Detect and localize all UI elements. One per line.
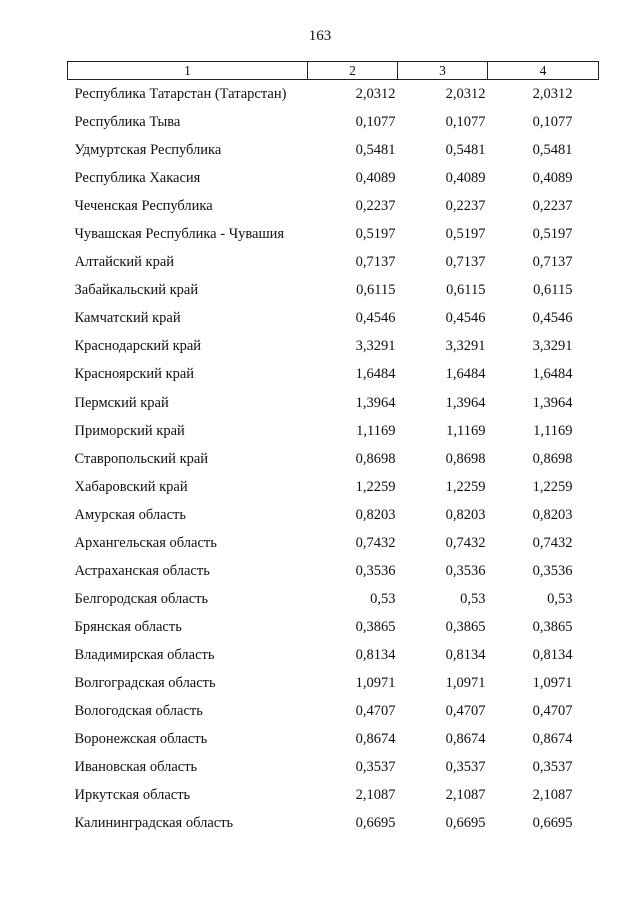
table-row xyxy=(68,641,599,669)
region-name-cell: Республика Тыва xyxy=(74,114,181,131)
table-row xyxy=(68,136,599,164)
value-col-4-cell: 1,0971 xyxy=(532,675,573,691)
region-name-cell: Астраханская область xyxy=(74,562,210,579)
region-name-cell: Удмуртская Республика xyxy=(74,142,222,159)
value-col-3-cell: 0,8203 xyxy=(445,506,486,523)
value-col-4-cell: 0,3536 xyxy=(532,562,573,579)
value-col-3-cell: 0,7137 xyxy=(445,254,486,271)
value-col-2-cell: 0,7432 xyxy=(355,534,396,551)
region-name-cell: Амурская область xyxy=(74,506,186,523)
region-name-cell: Калининградская область xyxy=(74,815,234,832)
table-row xyxy=(68,809,599,837)
table-row xyxy=(68,192,599,220)
table-row xyxy=(68,389,599,417)
value-col-2-cell: 0,53 xyxy=(370,590,396,607)
value-col-2-cell: 0,1077 xyxy=(355,114,396,131)
value-col-4-cell: 0,5481 xyxy=(532,142,573,159)
value-col-4-cell: 0,7137 xyxy=(532,254,573,271)
table-row xyxy=(68,360,599,388)
table-row xyxy=(68,332,599,360)
value-col-4-cell: 2,0312 xyxy=(532,86,573,103)
value-col-2-cell: 0,5197 xyxy=(355,226,396,243)
region-name-cell: Белгородская область xyxy=(74,590,209,607)
value-col-3-cell: 0,8674 xyxy=(445,731,486,748)
region-name-cell: Иркутская область xyxy=(74,787,191,804)
value-col-4-cell: 0,4546 xyxy=(532,310,573,327)
value-col-2-cell: 0,2237 xyxy=(355,198,396,215)
region-name-cell: Ставропольский край xyxy=(74,450,209,467)
region-name-cell: Алтайский край xyxy=(74,254,175,271)
table-row xyxy=(68,417,599,445)
value-col-4-cell: 0,1077 xyxy=(532,114,573,131)
value-col-2-cell: 0,6695 xyxy=(355,815,396,832)
value-col-2-cell: 1,6484 xyxy=(355,366,396,383)
value-col-4-cell: 0,4707 xyxy=(532,703,573,720)
column-header-4: 4 xyxy=(488,62,599,80)
value-col-2-cell: 0,3865 xyxy=(355,618,396,635)
value-col-4-cell: 0,3865 xyxy=(532,618,573,635)
value-col-3-cell: 0,4089 xyxy=(445,170,486,187)
value-col-4-cell: 0,8134 xyxy=(532,646,573,663)
value-col-2-cell: 1,3964 xyxy=(355,394,396,411)
value-col-3-cell: 0,4546 xyxy=(445,310,486,327)
value-col-4-cell: 0,4089 xyxy=(532,170,573,187)
value-col-2-cell: 0,4546 xyxy=(355,310,396,327)
value-col-3-cell: 0,3865 xyxy=(445,618,486,635)
value-col-2-cell: 0,8674 xyxy=(355,731,396,748)
value-col-3-cell: 0,8698 xyxy=(445,450,486,467)
value-col-4-cell: 0,7432 xyxy=(532,534,573,551)
value-col-2-cell: 2,1087 xyxy=(355,787,396,804)
value-col-3-cell: 2,1087 xyxy=(445,787,486,804)
page-number: 163 xyxy=(308,28,332,44)
value-col-4-cell: 0,8674 xyxy=(532,731,573,748)
table-row xyxy=(68,220,599,248)
value-col-3-cell: 0,53 xyxy=(460,590,486,607)
table-row xyxy=(68,725,599,753)
value-col-2-cell: 0,8134 xyxy=(355,646,396,663)
region-name-cell: Брянская область xyxy=(74,618,182,635)
region-name-cell: Приморский край xyxy=(74,422,185,439)
value-col-2-cell: 0,3537 xyxy=(355,759,396,776)
value-col-4-cell: 0,8698 xyxy=(532,450,573,467)
table-row xyxy=(68,164,599,192)
value-col-4-cell: 2,1087 xyxy=(532,787,573,804)
value-col-2-cell: 1,2259 xyxy=(355,478,396,495)
value-col-4-cell: 1,3964 xyxy=(532,394,573,411)
value-col-3-cell: 1,0971 xyxy=(445,675,486,691)
region-name-cell: Хабаровский край xyxy=(74,478,188,495)
table-row xyxy=(68,108,599,136)
table-row xyxy=(68,557,599,585)
region-name-cell: Забайкальский край xyxy=(74,282,199,299)
value-col-3-cell: 0,2237 xyxy=(445,198,486,215)
value-col-3-cell: 1,1169 xyxy=(446,422,486,439)
table-header xyxy=(68,62,599,80)
column-header-3: 3 xyxy=(398,62,488,80)
value-col-2-cell: 0,7137 xyxy=(355,254,396,271)
region-name-cell: Краснодарский край xyxy=(74,338,202,355)
column-header-2: 2 xyxy=(308,62,398,80)
value-col-2-cell: 0,5481 xyxy=(355,142,396,159)
value-col-4-cell: 1,6484 xyxy=(532,366,573,383)
value-col-2-cell: 0,8203 xyxy=(355,506,396,523)
region-name-cell: Владимирская область xyxy=(74,646,215,663)
value-col-4-cell: 3,3291 xyxy=(532,338,573,355)
value-col-3-cell: 0,5481 xyxy=(445,142,486,159)
value-col-3-cell: 0,3536 xyxy=(445,562,486,579)
value-col-4-cell: 0,3537 xyxy=(532,759,573,776)
table-row xyxy=(68,445,599,473)
table-row xyxy=(68,473,599,501)
table-body xyxy=(68,80,599,838)
region-name-cell: Вологодская область xyxy=(74,703,203,720)
value-col-3-cell: 1,2259 xyxy=(445,478,486,495)
region-name-cell: Пермский край xyxy=(74,394,169,411)
value-col-2-cell: 0,4707 xyxy=(355,703,396,720)
value-col-3-cell: 0,6115 xyxy=(446,282,486,299)
value-col-4-cell: 0,8203 xyxy=(532,506,573,523)
table-row xyxy=(68,585,599,613)
value-col-2-cell: 3,3291 xyxy=(355,338,396,355)
value-col-4-cell: 1,2259 xyxy=(532,478,573,495)
value-col-4-cell: 0,5197 xyxy=(532,226,573,243)
region-name-cell: Архангельская область xyxy=(74,534,217,551)
value-col-4-cell: 0,53 xyxy=(547,590,573,607)
table-row xyxy=(68,80,599,109)
value-col-3-cell: 0,8134 xyxy=(445,646,486,663)
region-coefficients-table xyxy=(67,61,599,837)
table-row xyxy=(68,501,599,529)
value-col-3-cell: 1,3964 xyxy=(445,394,486,411)
value-col-4-cell: 0,2237 xyxy=(532,198,573,215)
table-row xyxy=(68,529,599,557)
value-col-4-cell: 0,6115 xyxy=(533,282,573,299)
value-col-3-cell: 2,0312 xyxy=(445,86,486,103)
value-col-2-cell: 0,4089 xyxy=(355,170,396,187)
table-row xyxy=(68,781,599,809)
value-col-2-cell: 1,0971 xyxy=(355,675,396,691)
header-row xyxy=(68,62,599,80)
value-col-3-cell: 0,7432 xyxy=(445,534,486,551)
value-col-3-cell: 0,6695 xyxy=(445,815,486,832)
value-col-4-cell: 0,6695 xyxy=(532,815,573,832)
region-name-cell: Чеченская Республика xyxy=(74,198,213,215)
table-row xyxy=(68,276,599,304)
value-col-3-cell: 1,6484 xyxy=(445,366,486,383)
table-row xyxy=(68,248,599,276)
region-name-cell: Республика Хакасия xyxy=(74,170,201,187)
value-col-3-cell: 0,4707 xyxy=(445,703,486,720)
region-name-cell: Чувашская Республика - Чувашия xyxy=(74,226,285,243)
table-row xyxy=(68,669,599,697)
table-row xyxy=(68,753,599,781)
table-row xyxy=(68,613,599,641)
value-col-2-cell: 0,3536 xyxy=(355,562,396,579)
value-col-2-cell: 0,6115 xyxy=(356,282,396,299)
column-header-1: 1 xyxy=(68,62,308,80)
value-col-3-cell: 0,3537 xyxy=(445,759,486,776)
value-col-2-cell: 0,8698 xyxy=(355,450,396,467)
region-name-cell: Ивановская область xyxy=(74,759,198,776)
region-name-cell: Воронежская область xyxy=(74,731,208,748)
value-col-3-cell: 0,1077 xyxy=(445,114,486,131)
region-name-cell: Волгоградская область xyxy=(74,675,216,691)
value-col-2-cell: 1,1169 xyxy=(356,422,396,439)
value-col-3-cell: 3,3291 xyxy=(445,338,486,355)
value-col-4-cell: 1,1169 xyxy=(533,422,573,439)
value-col-2-cell: 2,0312 xyxy=(355,86,396,103)
value-col-3-cell: 0,5197 xyxy=(445,226,486,243)
table-row xyxy=(68,697,599,725)
region-name-cell: Республика Татарстан (Татарстан) xyxy=(74,86,287,103)
table-row xyxy=(68,304,599,332)
region-name-cell: Красноярский край xyxy=(74,366,195,383)
region-name-cell: Камчатский край xyxy=(74,310,181,327)
